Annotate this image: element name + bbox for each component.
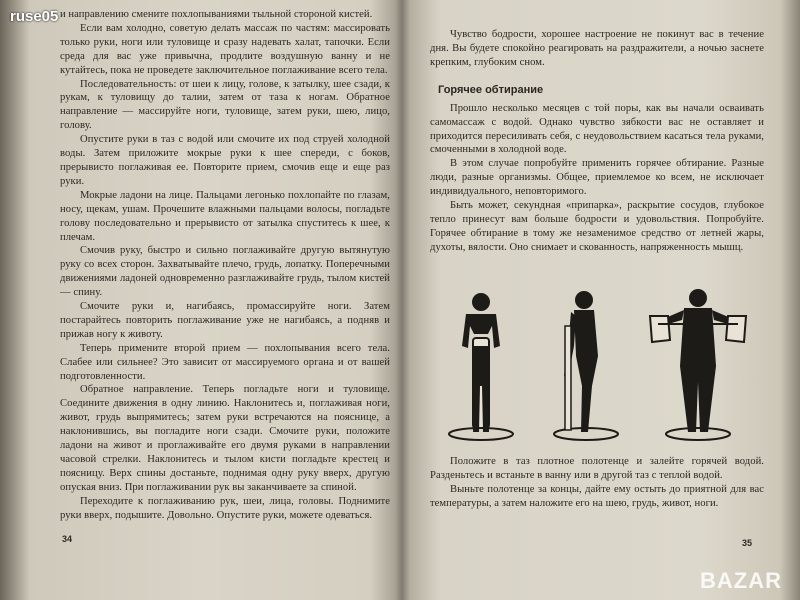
right-paragraph: В этом случае попробуйте применить горячее обтирание. Разные люди, разные организмы. Общее, приемлемое ко всем, не исключает индивидуального, неповторимого. xyxy=(430,158,764,198)
left-paragraph: Смочите руки и, нагибаясь, промассируйте ноги. Затем постарайтесь повторить поглаживание уже не нагибаясь, а подняв и прижав ногу к животу. xyxy=(60,301,390,340)
right-page-text xyxy=(430,28,764,255)
left-paragraph: Переходите к поглаживанию рук, шеи, лица, головы. Поднимите руки вверх, подышите. Довольно. Опустите руки, можете одеваться. xyxy=(60,495,390,521)
left-paragraph: Последовательность: от шеи к лицу, голове, к затылку, шее сзади, к рукам, к туловищу до талии, затем от таза к ногам. Обратное направление — массируйте ноги, туловище, затем руки, шею, лицо, голову. xyxy=(60,78,390,132)
right-paragraph: Быть может, секундная «припарка», раскрытие сосудов, глубокое тепло принесут вам больше бодрости и удовольствия. Попробуйте. Горячее обтирание в тому же незаменимое средство от летней жары, духоты, вялости. Оно снимает и скованность, напряженность мышц. xyxy=(430,200,764,253)
left-paragraph: Если вам холодно, советую делать массаж по частям: массировать только руки, ноги или туловище и сразу надевать халат, тапочки. Если среда для вас уже привычна, продлите воздушную ванну и не кутайтесь, пока не проведете заключительное поглаживание всего тела. xyxy=(60,22,390,76)
towel-rub-illustration xyxy=(436,286,756,446)
right-paragraph: Прошло несколько месяцев с той поры, как вы начали осваивать самомассаж с водой. Однако чувство зябкости вас не оставляет и приходится пересиливать себя, с неудовольствием касаться тела руками, смоченными в холодной воде. xyxy=(430,102,764,156)
left-paragraph: Мокрые ладони на лице. Пальцами легонько похлопайте по глазам, носу, щекам, ушам. Прочешите влажными пальцами волосы, погладьте голову последовательно и прерывисто от затылка спуститесь к шее, к плечам. xyxy=(60,189,390,243)
right-page-bottom-text xyxy=(430,455,764,511)
right-bottom-paragraph: Выньте полотенце за концы, дайте ему остыть до приятной для вас температуры, а затем наложите его на шею, грудь, живот, ноги. xyxy=(430,483,764,509)
intro-paragraph: Чувство бодрости, хорошее настроение не покинут вас в течение дня. Вы будете спокойно реагировать на раздражители, а ночью заснете крепким, глубоким сном. xyxy=(430,29,764,68)
site-logo: BAZAR xyxy=(700,568,782,593)
page-number-right: 35 xyxy=(742,538,753,548)
left-paragraph: и направлению смените похлопываниями тыльной стороной кистей. xyxy=(60,9,373,20)
right-bottom-paragraph: Положите в таз плотное полотенце и залейте горячей водой. Разденьтесь и встаньте в ванну или в другой таз с теплой водой. xyxy=(430,456,764,481)
page-number-left: 34 xyxy=(62,534,73,544)
left-paragraph: Смочив руку, быстро и сильно поглаживайте другую вытянутую руку со всех сторон. Захватывайте плечо, грудь, лопатку. Поперечными движениями ладоней одновременно разглаживайте грудь, тылом кистей — спину. xyxy=(60,245,390,299)
section-heading: Горячее обтирание xyxy=(438,83,544,96)
left-paragraph: Обратное направление. Теперь погладьте ноги и туловище. Соедините движения в одну линию. Наклонитесь и, поглаживая ноги, живот, грудь выпрямитесь; затем руки встречаются на пояснице, а наклонившись, вы погладите ноги сзади. Смочите руки, положите ладони на живот и проглаживайте его двумя руками в направлении часовой стрелки. Наклонитесь и тылом кисти погладьте крестец и поясницу. Верх спины достаньте, поднимая одну руку вверх, другую опуская вниз. При поглаживании рук вы заканчиваете за спиной. xyxy=(60,384,390,493)
watermark: ruse05 xyxy=(10,8,59,25)
left-page-text xyxy=(60,8,390,523)
left-paragraph: Опустите руки в таз с водой или смочите их под струей холодной воды. Затем приложите мокрые руки к шее спереди, с боков, прерывисто поглаживая ее. Повторите прием, смочив еще и еще раз руки. xyxy=(60,134,390,187)
left-paragraph: Теперь примените второй прием — похлопывания всего тела. Слабее или сильнее? Это зависит от массируемого органа и от вашей подготовленности. xyxy=(60,342,390,382)
